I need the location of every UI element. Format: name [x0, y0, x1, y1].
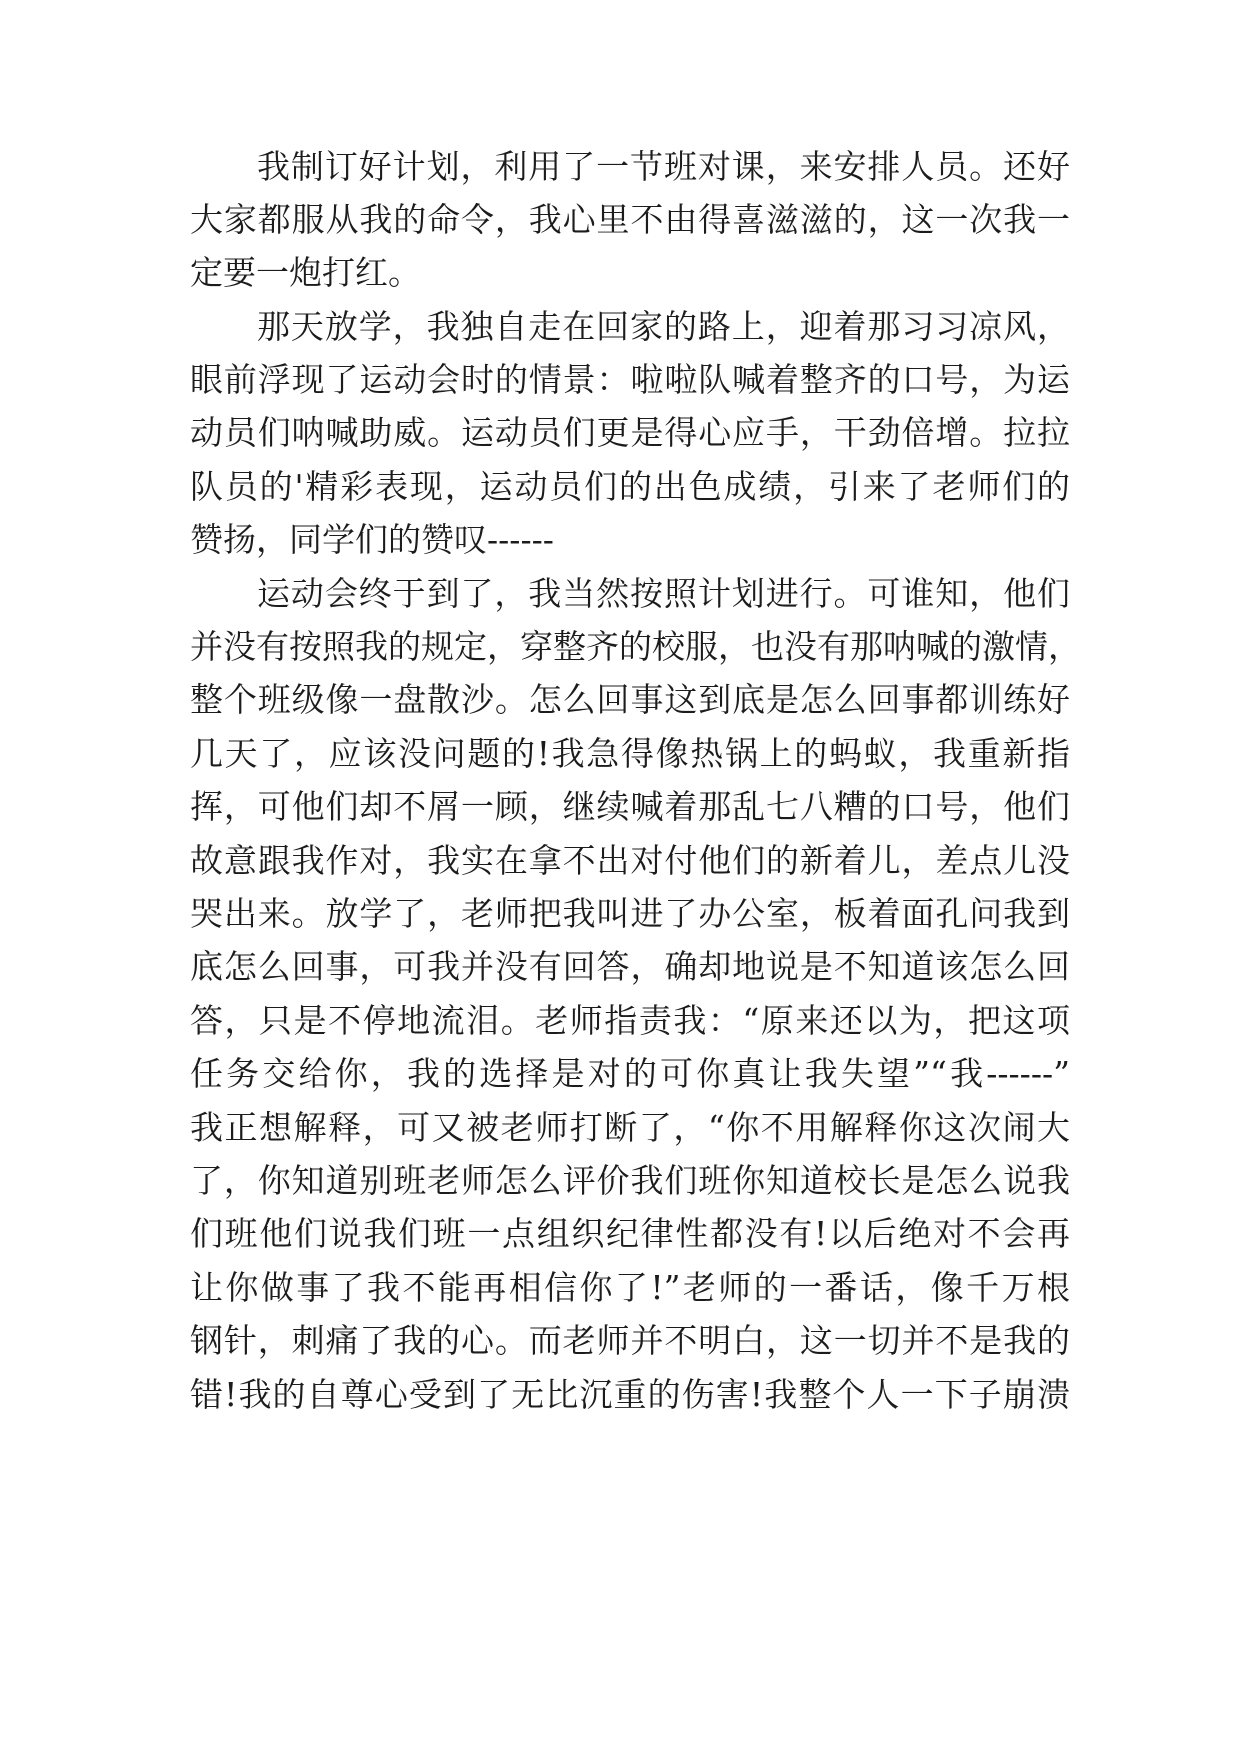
text-line: 答，只是不停地流泪。老师指责我：“原来还以为，把这项: [190, 1001, 1070, 1040]
text-line: 定要一炮打红。: [190, 253, 421, 292]
text-line: 们班他们说我们班一点组织纪律性都没有!以后绝对不会再: [190, 1214, 1070, 1253]
text-line: 几天了，应该没问题的!我急得像热锅上的蚂蚁，我重新指: [190, 734, 1070, 773]
text-line: 动员们呐喊助威。运动员们更是得心应手，干劲倍增。拉拉: [190, 413, 1070, 452]
text-line: 了，你知道别班老师怎么评价我们班你知道校长是怎么说我: [190, 1161, 1070, 1200]
text-line: 并没有按照我的规定，穿整齐的校服，也没有那呐喊的激情，: [190, 627, 1081, 666]
text-line: 故意跟我作对，我实在拿不出对付他们的新着儿，差点儿没: [190, 841, 1070, 880]
text-line: 赞扬，同学们的赞叹------: [190, 520, 554, 559]
text-line: 队员的'精彩表现，运动员们的出色成绩，引来了老师们的: [190, 467, 1070, 506]
text-line: 我制订好计划，利用了一节班对课，来安排人员。还好: [257, 147, 1070, 186]
text-line: 哭出来。放学了，老师把我叫进了办公室，板着面孔问我到: [190, 894, 1070, 933]
text-line: 眼前浮现了运动会时的情景：啦啦队喊着整齐的口号，为运: [190, 360, 1070, 399]
text-line: 挥，可他们却不屑一顾，继续喊着那乱七八糟的口号，他们: [190, 787, 1070, 826]
text-line: 让你做事了我不能再相信你了!”老师的一番话，像千万根: [190, 1268, 1070, 1307]
text-line: 错!我的自尊心受到了无比沉重的伤害!我整个人一下子崩溃: [190, 1375, 1070, 1414]
text-line: 底怎么回事，可我并没有回答，确却地说是不知道该怎么回: [190, 947, 1070, 986]
text-line: 任务交给你，我的选择是对的可你真让我失望”“我------”: [190, 1054, 1070, 1093]
text-line: 那天放学，我独自走在回家的路上，迎着那习习凉风，: [257, 307, 1070, 346]
text-line: 整个班级像一盘散沙。怎么回事这到底是怎么回事都训练好: [190, 680, 1070, 719]
text-line: 运动会终于到了，我当然按照计划进行。可谁知，他们: [257, 574, 1070, 613]
text-line: 我正想解释，可又被老师打断了，“你不用解释你这次闹大: [190, 1108, 1070, 1147]
text-line: 钢针，刺痛了我的心。而老师并不明白，这一切并不是我的: [190, 1321, 1070, 1360]
text-line: 大家都服从我的命令，我心里不由得喜滋滋的，这一次我一: [190, 200, 1070, 239]
